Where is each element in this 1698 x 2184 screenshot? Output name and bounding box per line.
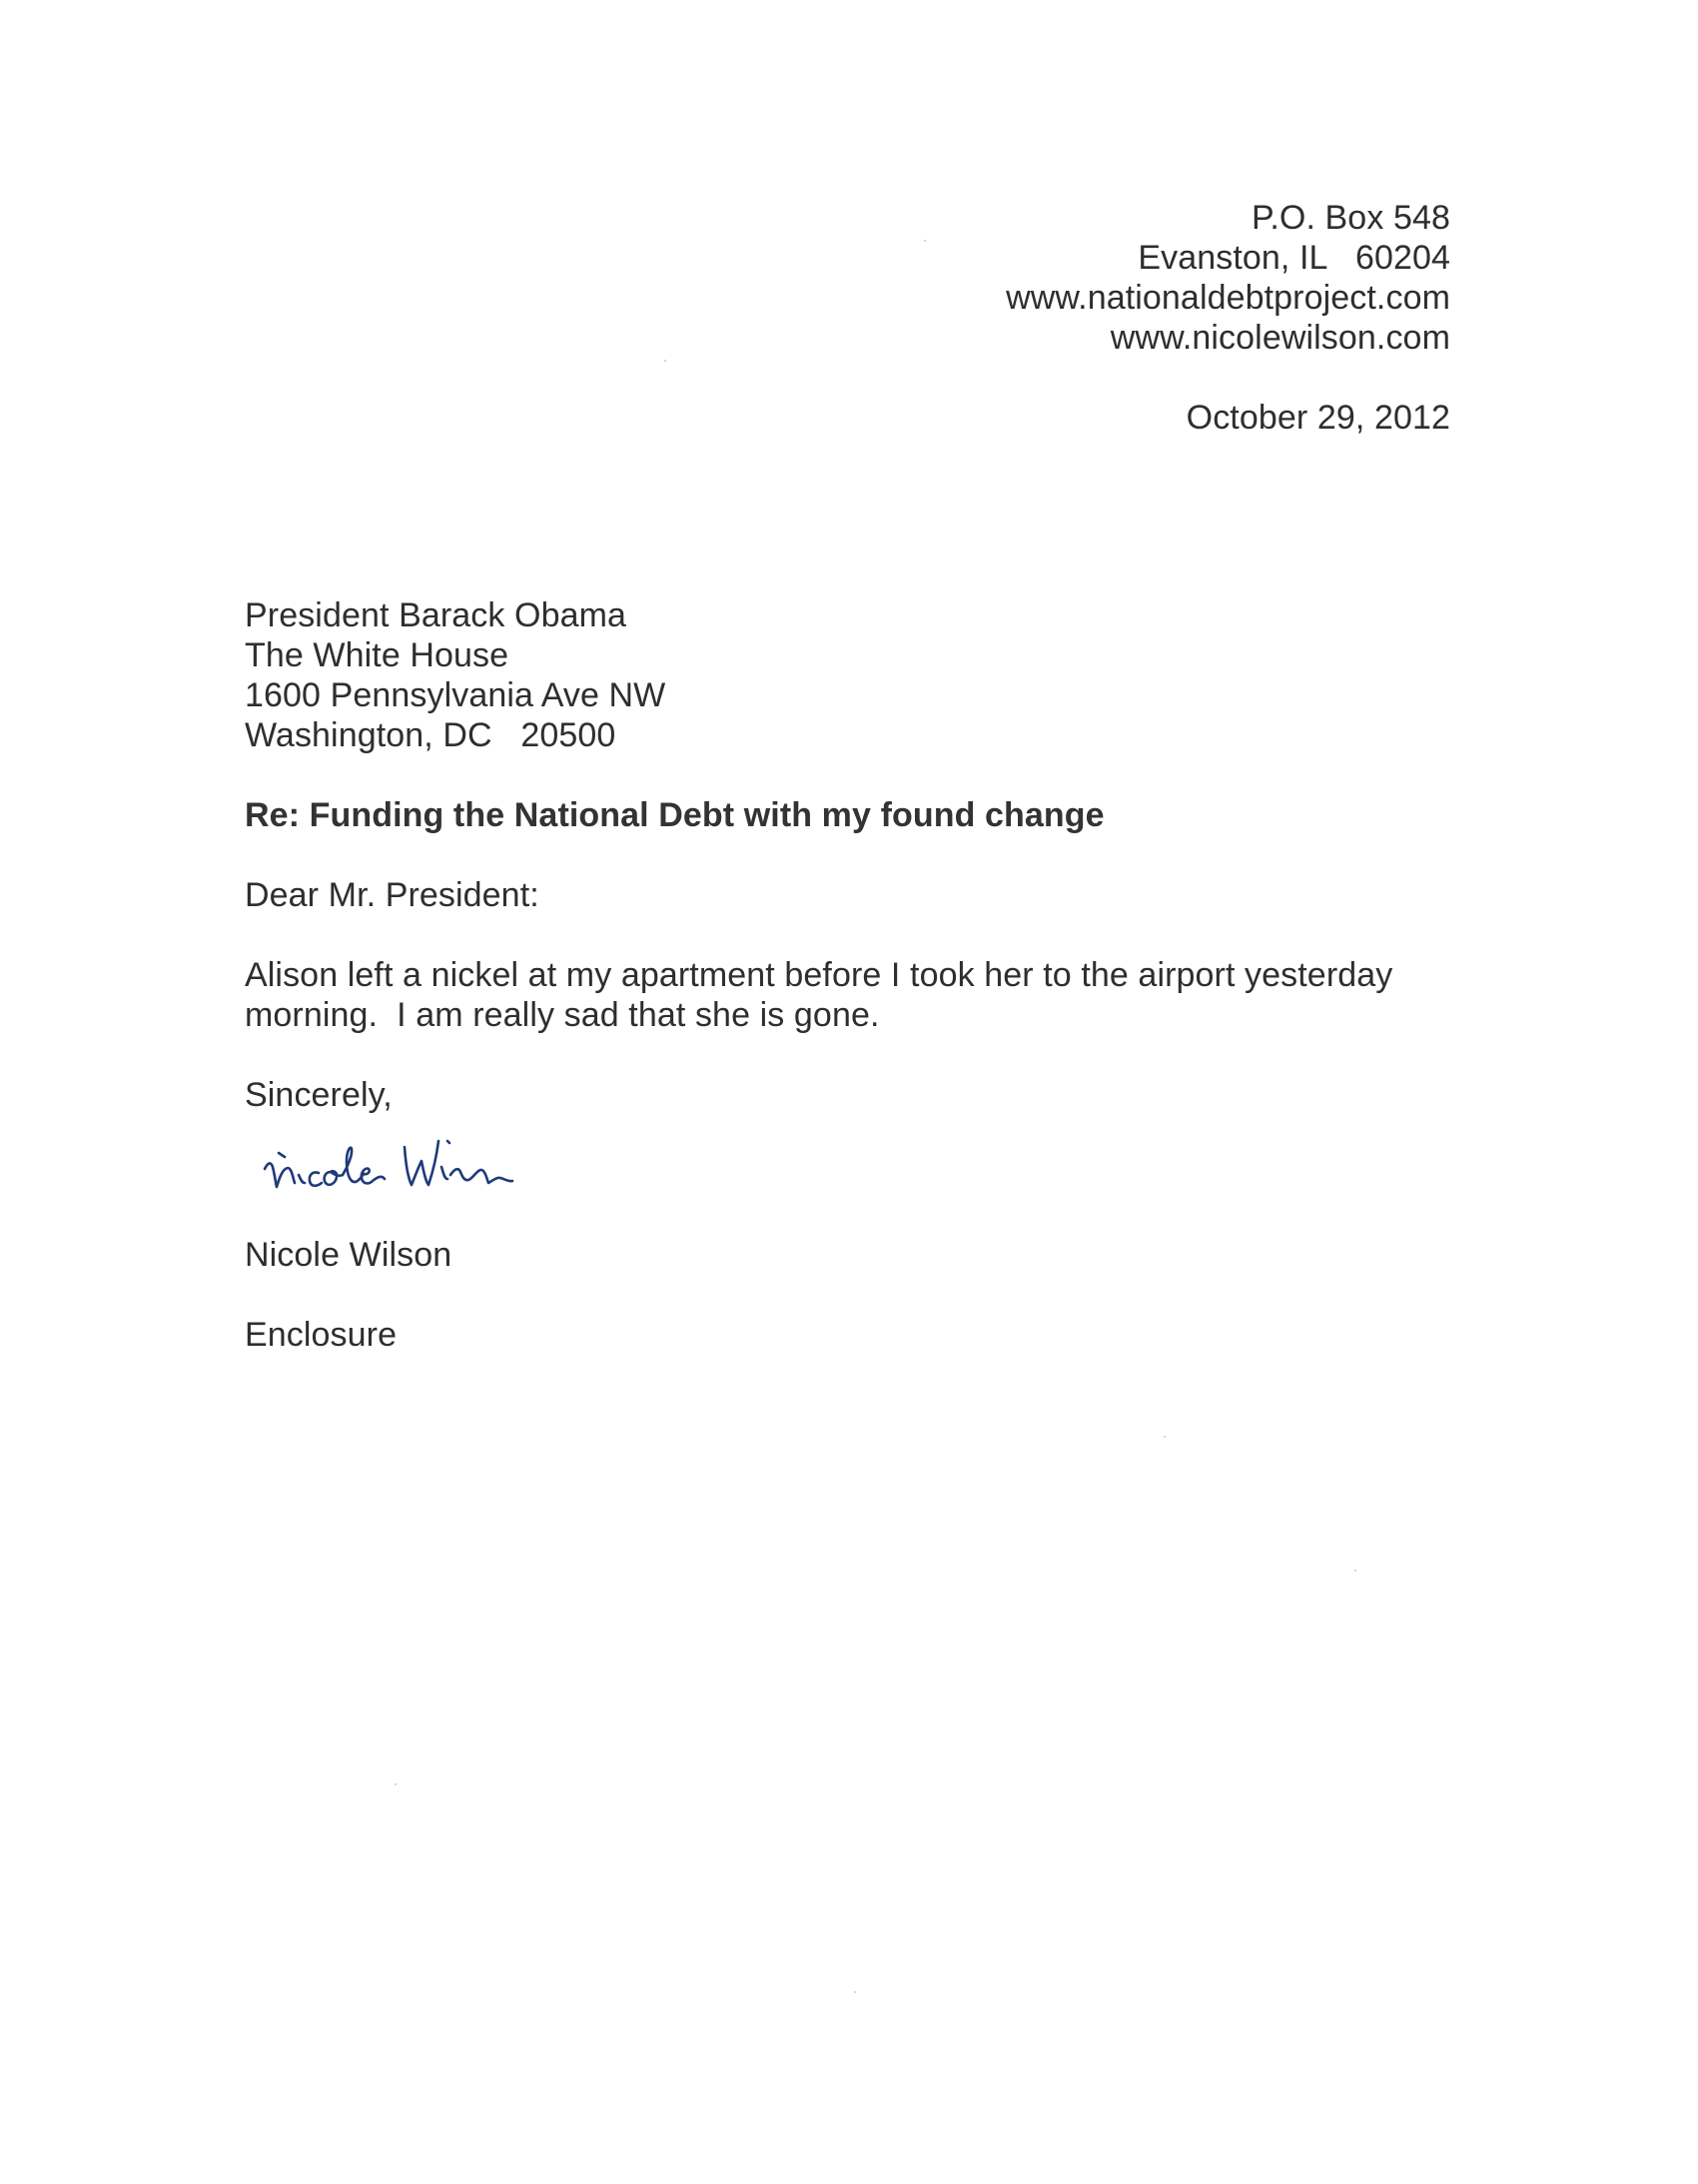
salutation: Dear Mr. President:	[245, 876, 539, 914]
scan-speck	[854, 1991, 856, 1993]
closing: Sincerely,	[245, 1076, 393, 1114]
subject-line: Re: Funding the National Debt with my found change	[245, 796, 1105, 834]
handwritten-signature	[255, 1117, 604, 1217]
recipient-line4: Washington, DC 20500	[245, 716, 616, 754]
scan-speck	[1354, 1570, 1356, 1572]
letter-date: October 29, 2012	[1186, 399, 1450, 437]
sender-address-line2: Evanston, IL 60204	[1138, 239, 1450, 277]
sender-website-2: www.nicolewilson.com	[1110, 319, 1450, 357]
sender-address-line1: P.O. Box 548	[1251, 199, 1450, 237]
recipient-line2: The White House	[245, 636, 509, 674]
body-line1: Alison left a nickel at my apartment before I took her to the airport yesterday	[245, 956, 1393, 994]
scan-speck	[664, 360, 666, 362]
recipient-name: President Barack Obama	[245, 596, 627, 634]
body-line2: morning. I am really sad that she is gone.	[245, 996, 880, 1034]
scan-speck	[395, 1783, 397, 1785]
enclosure-note: Enclosure	[245, 1316, 398, 1354]
signer-name: Nicole Wilson	[245, 1236, 452, 1274]
sender-website-1: www.nationaldebtproject.com	[1006, 279, 1450, 317]
recipient-line3: 1600 Pennsylvania Ave NW	[245, 676, 666, 714]
scan-speck	[924, 240, 926, 242]
scan-speck	[1164, 1436, 1166, 1438]
